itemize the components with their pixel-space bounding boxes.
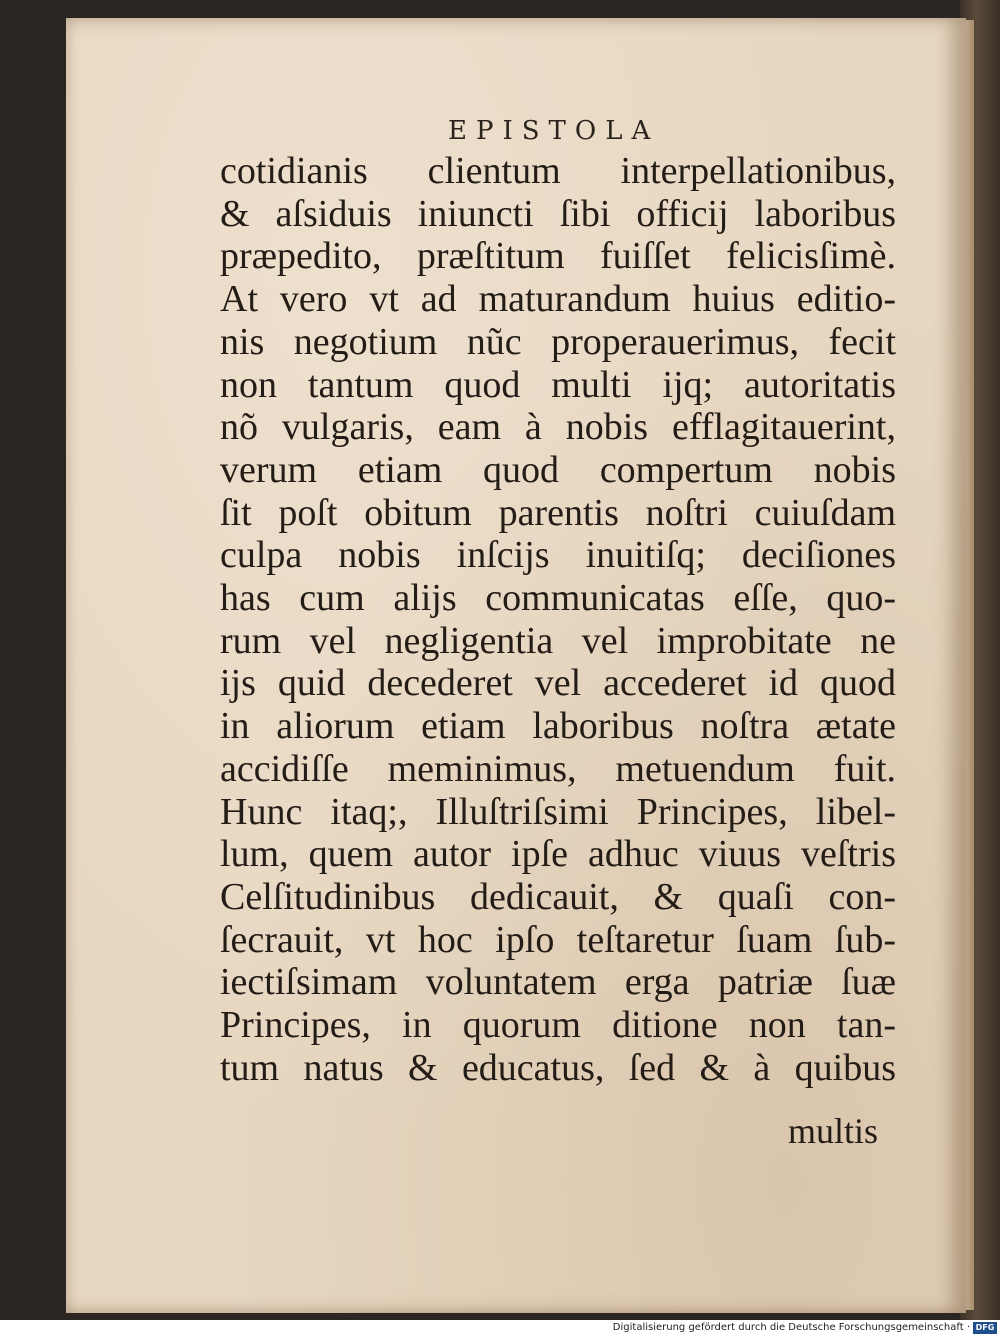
text-line: At vero vt ad maturandum huius editio- [220, 278, 896, 321]
text-line: ijs quid decederet vel accederet id quod [220, 662, 896, 705]
text-line: nis negotium nũc properauerimus, fecit [220, 320, 896, 363]
text-line: Principes, in quorum ditione non tan- [220, 1004, 896, 1047]
text-line: Hunc itaq;, Illuſtriſsimi Principes, libel- [220, 790, 896, 833]
text-line: non tantum quod multi ijq; autoritatis [220, 363, 896, 406]
text-line: has cum alijs communicatas eſſe, quo- [220, 577, 896, 620]
text-line: verum etiam quod compertum nobis [220, 448, 896, 491]
text-line: nõ vulgaris, eam à nobis efflagitauerint, [220, 406, 896, 449]
text-line: & aſsiduis iniuncti ſibi officij laboribus [220, 192, 896, 235]
text-line: ſit poſt obitum parentis noſtri cuiuſdam [220, 491, 896, 534]
text-line: Celſitudinibus dedicauit, & quaſi con- [220, 875, 896, 918]
text-line: iectiſsimam voluntatem erga patriæ ſuæ [220, 961, 896, 1004]
funding-credit: Digitalisierung gefördert durch die Deutsche Forschungsgemeinschaft · [612, 1322, 970, 1333]
dfg-logo-icon: DFG [973, 1322, 997, 1334]
text-line: præpedito, præſtitum fuiſſet felicisſimè. [220, 235, 896, 278]
text-line: cotidianis clientum interpellationibus, [220, 150, 896, 192]
text-block [220, 150, 900, 1089]
running-head: EPISTOLA [448, 116, 660, 146]
text-line: ſecrauit, vt hoc ipſo teſtaretur ſuam ſub- [220, 918, 896, 961]
text-line: tum natus & educatus, ſed & à quibus [220, 1046, 896, 1089]
text-line: lum, quem autor ipſe adhuc viuus veſtris [220, 833, 896, 876]
text-line: culpa nobis inſcijs inuitiſq; deciſiones [220, 534, 896, 577]
text-line: in aliorum etiam laboribus noſtra ætate [220, 705, 896, 748]
text-line: rum vel negligentia vel improbitate ne [220, 619, 896, 662]
catchword: multis [788, 1111, 879, 1151]
text-line: accidiſſe meminimus, metuendum fuit. [220, 747, 896, 790]
